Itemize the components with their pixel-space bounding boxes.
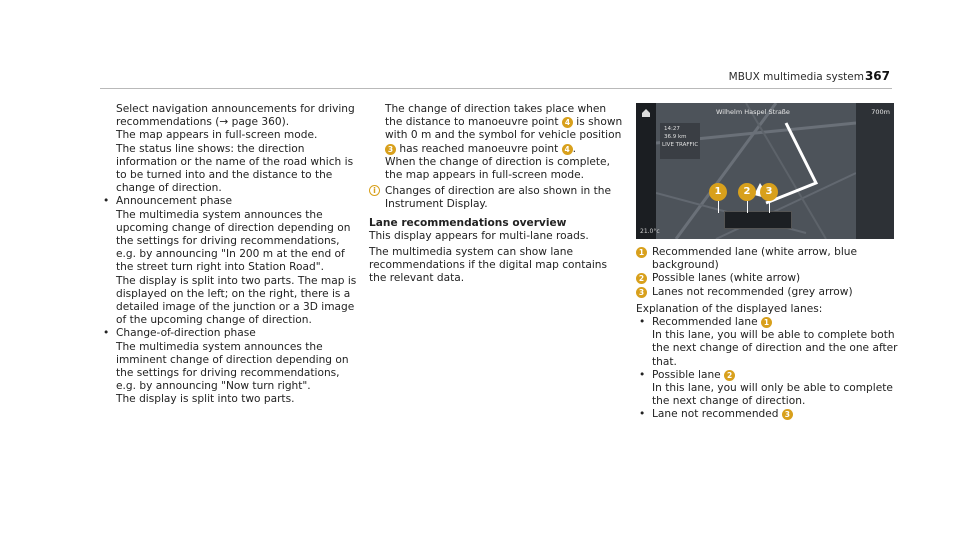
callout-marker: 2 bbox=[738, 183, 756, 201]
bullet-dot: • bbox=[103, 327, 110, 340]
page-number: 367 bbox=[864, 69, 890, 83]
callout-marker: 3 bbox=[760, 183, 778, 201]
marker-badge: 3 bbox=[782, 409, 793, 420]
text: Possible lane bbox=[652, 368, 721, 381]
marker-badge: 2 bbox=[636, 273, 647, 284]
marker-badge: 4 bbox=[562, 117, 573, 128]
list-item bbox=[636, 408, 900, 421]
paragraph: Explanation of the displayed lanes: bbox=[636, 302, 823, 315]
paragraph: The multimedia system can show lane recommendations if the digital map contains the relevant data. bbox=[369, 246, 608, 285]
legend-text: Possible lanes (white arrow) bbox=[652, 272, 801, 285]
bullet-dot: • bbox=[639, 316, 646, 329]
right-panel bbox=[856, 103, 894, 239]
list-item-title: Change-of-direction phase bbox=[116, 327, 256, 340]
temperature-readout: 21.0°c bbox=[640, 228, 660, 235]
paragraph: The multimedia system announces the upcoming change of direction depending on the settings for driving recommendations, e.g. by announcing "In 200 m at the end of the street turn right into Station Road". bbox=[116, 208, 351, 274]
legend-item bbox=[636, 272, 900, 285]
distance-readout: 700m bbox=[871, 108, 890, 116]
running-header-title: MBUX multimedia system bbox=[728, 71, 864, 83]
list-item-title bbox=[652, 369, 900, 382]
marker-badge: 1 bbox=[636, 247, 647, 258]
time-readout: 14:27 bbox=[664, 126, 680, 132]
paragraph: The display is split into two parts. bbox=[116, 393, 295, 406]
section-heading: Lane recommendations overview bbox=[369, 216, 567, 229]
traffic-label: LIVE TRAFFIC bbox=[662, 142, 699, 148]
list-item-title bbox=[652, 316, 900, 329]
list-item bbox=[636, 369, 900, 409]
list-item-title: Announcement phase bbox=[116, 195, 232, 208]
paragraph: This display appears for multi-lane roads. bbox=[369, 229, 589, 242]
paragraph: In this lane, you will be able to complete both the next change of direction and the one after that. bbox=[652, 329, 898, 368]
callout-line bbox=[747, 201, 748, 213]
marker-badge: 4 bbox=[562, 144, 573, 155]
text: . bbox=[572, 142, 577, 155]
paragraph: The multimedia system announces the imminent change of direction depending on the settings for driving recommendations, e.g. by announcing "Now turn right". bbox=[116, 340, 349, 393]
left-sidebar bbox=[636, 103, 656, 239]
km-readout: 36.9 km bbox=[664, 134, 687, 140]
paragraph: In this lane, you will only be able to complete the next change of direction. bbox=[652, 382, 893, 408]
navigation-screenshot bbox=[636, 103, 894, 239]
header-divider bbox=[100, 88, 892, 89]
column-right bbox=[636, 246, 900, 422]
list-item bbox=[636, 316, 900, 369]
text: is shown with 0 m and the symbol for vehicle position bbox=[385, 116, 623, 142]
marker-badge: 3 bbox=[385, 144, 396, 155]
note-text: Changes of direction are also shown in the Instrument Display. bbox=[385, 185, 611, 211]
list-item bbox=[100, 195, 362, 327]
marker-badge: 1 bbox=[761, 317, 772, 328]
paragraph: The status line shows: the direction information or the name of the road which is to be turned into and the distance to the change of direction. bbox=[116, 142, 354, 195]
legend-item bbox=[636, 246, 900, 272]
paragraph bbox=[100, 103, 362, 129]
text: The change of direction takes place when the distance to manoeuvre point bbox=[385, 103, 607, 129]
marker-badge: 2 bbox=[724, 370, 735, 381]
text: Recommended lane bbox=[652, 316, 758, 329]
bullet-dot: • bbox=[639, 368, 646, 381]
legend-text: Recommended lane (white arrow, blue background) bbox=[652, 246, 858, 272]
column-left bbox=[100, 103, 362, 407]
legend-text: Lanes not recommended (grey arrow) bbox=[652, 285, 853, 298]
bullet-dot: • bbox=[639, 408, 646, 421]
text: Select navigation announcements for driving recommendations (→ page 360). bbox=[116, 103, 355, 129]
marker-badge: 3 bbox=[636, 287, 647, 298]
callout-line bbox=[769, 201, 770, 213]
callout-marker: 1 bbox=[709, 183, 727, 201]
info-icon: i bbox=[369, 185, 380, 196]
home-icon bbox=[641, 108, 651, 118]
list-item-title bbox=[652, 408, 900, 421]
legend-item bbox=[636, 286, 900, 299]
paragraph: When the change of direction is complete, the map appears in full-screen mode. bbox=[385, 155, 610, 182]
street-name: Wilhelm Haspel Straße bbox=[716, 108, 790, 116]
lane-display bbox=[724, 211, 792, 229]
list-item bbox=[100, 327, 362, 406]
text: has reached manoeuvre point bbox=[396, 142, 562, 155]
text: Lane not recommended bbox=[652, 408, 779, 421]
paragraph bbox=[369, 103, 625, 156]
callout-line bbox=[718, 201, 719, 213]
info-note bbox=[369, 185, 625, 211]
bullet-dot: • bbox=[103, 195, 110, 208]
column-middle bbox=[369, 103, 625, 286]
paragraph: The display is split into two parts. The map is displayed on the left; on the right, there is a detailed image of the junction or a 3D image of the upcoming change of direction. bbox=[116, 274, 357, 327]
paragraph: The map appears in full-screen mode. bbox=[116, 129, 318, 142]
